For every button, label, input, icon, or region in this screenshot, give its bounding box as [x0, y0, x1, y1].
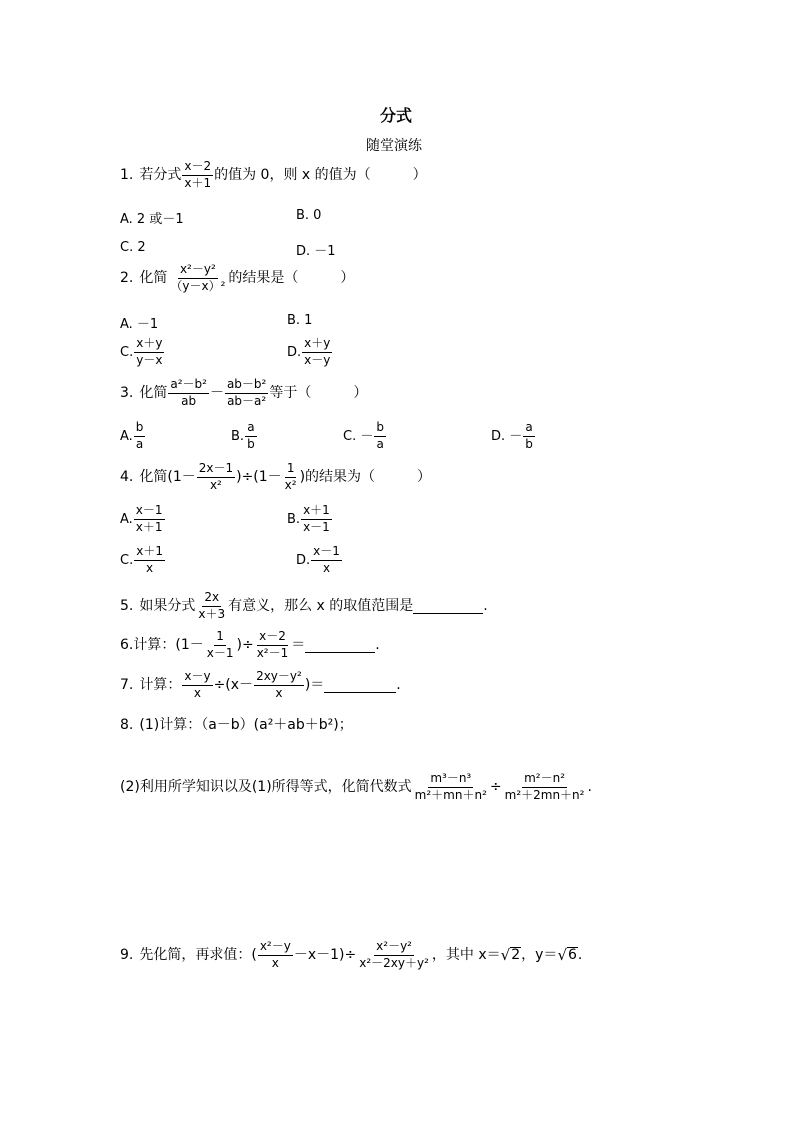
- numerator: 1: [285, 462, 297, 478]
- denominator: ab: [181, 393, 197, 408]
- fraction: [523, 421, 535, 452]
- numerator: 2x－1: [197, 462, 235, 478]
- fraction: [503, 772, 587, 803]
- numerator: m³－n³: [428, 772, 473, 788]
- radicand: 2: [511, 947, 521, 964]
- denominator: x²: [284, 477, 297, 492]
- denominator: x: [271, 955, 279, 970]
- question-number: 9.: [120, 947, 134, 964]
- math-text: .: [587, 779, 592, 796]
- denominator: x²: [209, 477, 222, 492]
- numerator: x＋y: [302, 337, 332, 353]
- math-text: (1－: [175, 637, 204, 654]
- page-title: 分式: [380, 106, 413, 125]
- math-text: C.: [120, 552, 134, 568]
- fraction: [168, 263, 227, 294]
- math-text: B.: [287, 511, 301, 527]
- math-text: ，其中 x＝: [431, 947, 501, 964]
- option-d: [491, 421, 536, 452]
- question-text: 化简: [139, 385, 168, 402]
- math-text: B.: [231, 428, 245, 444]
- numerator: x－2: [257, 630, 288, 646]
- option-b: B. 1: [287, 313, 313, 328]
- fraction: [182, 670, 212, 701]
- question-text: 的结果是（ ）: [228, 270, 355, 287]
- question-1: [120, 160, 427, 191]
- numerator: x－1: [311, 545, 342, 561]
- math-text: .: [396, 677, 401, 694]
- page-subtitle: 随堂演练: [366, 138, 422, 154]
- numerator: 1: [214, 630, 226, 646]
- math-text: C. －: [343, 428, 374, 444]
- numerator: x－y: [182, 670, 212, 686]
- fraction: [205, 630, 236, 661]
- question-8: [120, 718, 353, 732]
- question-number: 1.: [120, 167, 134, 184]
- option-c: [343, 421, 387, 452]
- question-text: 计算：: [133, 637, 176, 654]
- math-text: )÷: [236, 637, 254, 654]
- numerator: x－1: [134, 504, 165, 520]
- numerator: x²－y²: [178, 263, 218, 279]
- math-text: A.: [120, 428, 133, 444]
- option-d: [287, 337, 333, 368]
- numerator: a: [523, 421, 534, 437]
- numerator: b: [374, 421, 386, 437]
- option-c: [120, 545, 166, 576]
- denominator: ab－a²: [227, 393, 267, 408]
- math-text: .: [577, 947, 583, 964]
- numerator: x－2: [182, 160, 213, 176]
- denominator: m²＋mn＋n²: [414, 787, 487, 802]
- question-number: 5.: [120, 598, 134, 615]
- denominator: b: [525, 436, 533, 451]
- numerator: x²－y²: [374, 940, 414, 956]
- fraction: [225, 378, 268, 409]
- option-a: A. 2 或－1: [120, 212, 184, 227]
- sqrt-icon: [557, 947, 577, 963]
- math-text: )＝: [304, 677, 325, 694]
- fraction: [168, 378, 209, 409]
- option-b: [287, 504, 333, 535]
- numerator: ab－b²: [225, 378, 268, 394]
- question-9: [120, 940, 582, 971]
- denominator: x－1: [206, 645, 234, 660]
- numerator: a: [245, 421, 256, 437]
- denominator: b: [247, 436, 255, 451]
- math-text: ÷: [489, 779, 502, 796]
- question-text: 化简: [139, 469, 168, 486]
- math-text: D.: [287, 344, 302, 360]
- fraction: [374, 421, 386, 452]
- radicand: 6: [568, 947, 577, 964]
- numerator: x＋y: [134, 337, 164, 353]
- option-a: [120, 504, 166, 535]
- denominator: a: [376, 436, 384, 451]
- question-7: [120, 670, 401, 701]
- radical-sign: √: [500, 946, 511, 965]
- denominator: x: [193, 685, 202, 700]
- question-text: 化简: [139, 270, 168, 287]
- fraction: [134, 421, 146, 452]
- math-text: .: [375, 637, 380, 654]
- fraction: [182, 160, 213, 191]
- question-text: 如果分式: [139, 598, 196, 615]
- question-text: 计算：: [139, 677, 182, 694]
- question-text: (1)计算：（a－b）(a²＋ab＋b²)；: [139, 717, 353, 733]
- question-number: 3.: [120, 385, 134, 402]
- question-8-part-2: [120, 772, 592, 803]
- option-c: [120, 337, 165, 368]
- option-d: [296, 545, 343, 576]
- math-text: －: [209, 385, 224, 402]
- option-d: D. －1: [296, 244, 336, 259]
- question-text: 的值为 0，则 x 的值为（ ）: [214, 167, 427, 184]
- fraction: [245, 421, 257, 452]
- math-text: －x－1)÷: [293, 947, 357, 964]
- denominator: x＋3: [198, 606, 226, 621]
- fraction: [134, 337, 164, 368]
- numerator: x²－y: [258, 940, 293, 956]
- option-c: C. 2: [120, 240, 146, 255]
- question-4: [120, 462, 431, 493]
- numerator: x＋1: [301, 504, 332, 520]
- question-text: 等于（ ）: [269, 385, 368, 402]
- question-number: 6.: [120, 637, 134, 654]
- radical-sign: √: [557, 946, 567, 965]
- numerator: b: [134, 421, 146, 437]
- fraction: [413, 772, 489, 803]
- question-3: [120, 378, 367, 409]
- denominator: x: [275, 685, 283, 700]
- question-number: 4.: [120, 469, 134, 486]
- answer-blank[interactable]: [413, 599, 483, 614]
- math-text: C.: [120, 344, 134, 360]
- question-text: 有意义，那么 x 的取值范围是: [228, 598, 414, 615]
- question-number: 2.: [120, 270, 134, 287]
- fraction: [283, 462, 299, 493]
- question-text: )的结果为（ ）: [299, 469, 432, 486]
- question-number: 7.: [120, 677, 134, 694]
- denominator: x＋1: [135, 519, 163, 534]
- denominator: x²－2xy＋y²: [359, 955, 429, 970]
- option-b: B. 0: [296, 208, 322, 223]
- fraction: [258, 940, 293, 971]
- question-number: 8.: [120, 717, 134, 733]
- math-text: (1－: [167, 469, 196, 486]
- math-text: ＝: [291, 637, 306, 654]
- fraction: [196, 591, 227, 622]
- math-text: ，y＝: [521, 947, 558, 964]
- denominator: x－y: [304, 352, 331, 367]
- denominator: x: [146, 560, 154, 575]
- denominator: x: [322, 560, 331, 575]
- option-b: [231, 421, 258, 452]
- question-text: (2)利用所学知识以及(1)所得等式，化简代数式: [120, 779, 412, 796]
- option-a: [120, 421, 146, 452]
- math-text: D.: [296, 552, 311, 568]
- answer-blank[interactable]: [324, 678, 396, 693]
- option-a: A. －1: [120, 317, 159, 332]
- fraction: [134, 504, 165, 535]
- fraction: [302, 337, 332, 368]
- denominator: x－1: [303, 519, 330, 534]
- math-text: A.: [120, 511, 133, 527]
- denominator: y－x: [136, 352, 163, 367]
- numerator: m²－n²: [522, 772, 567, 788]
- fraction: [255, 630, 291, 661]
- numerator: x＋1: [134, 545, 165, 561]
- question-text: 若分式: [139, 167, 182, 184]
- numerator: 2xy－y²: [254, 670, 304, 686]
- math-text: )÷(1－: [236, 469, 282, 486]
- fraction: [301, 504, 332, 535]
- denominator: x＋1: [184, 175, 212, 190]
- math-text: .: [483, 598, 488, 615]
- sqrt-icon: [501, 947, 521, 963]
- question-text: 先化简，再求值：(: [139, 947, 257, 964]
- fraction: [197, 462, 235, 493]
- numerator: 2x: [202, 591, 221, 607]
- fraction: [357, 940, 431, 971]
- denominator: a: [135, 436, 144, 451]
- answer-blank[interactable]: [305, 638, 375, 653]
- fraction: [311, 545, 342, 576]
- question-5: [120, 591, 488, 622]
- math-text: D. －: [491, 428, 523, 444]
- numerator: a²－b²: [168, 378, 209, 394]
- math-text: ÷(x－: [213, 677, 254, 694]
- fraction: [134, 545, 165, 576]
- denominator: （y－x）²: [170, 278, 226, 293]
- question-2: [120, 263, 354, 294]
- denominator: m²＋2mn＋n²: [504, 787, 585, 802]
- fraction: [254, 670, 304, 701]
- denominator: x²－1: [256, 645, 289, 660]
- question-6: [120, 630, 380, 661]
